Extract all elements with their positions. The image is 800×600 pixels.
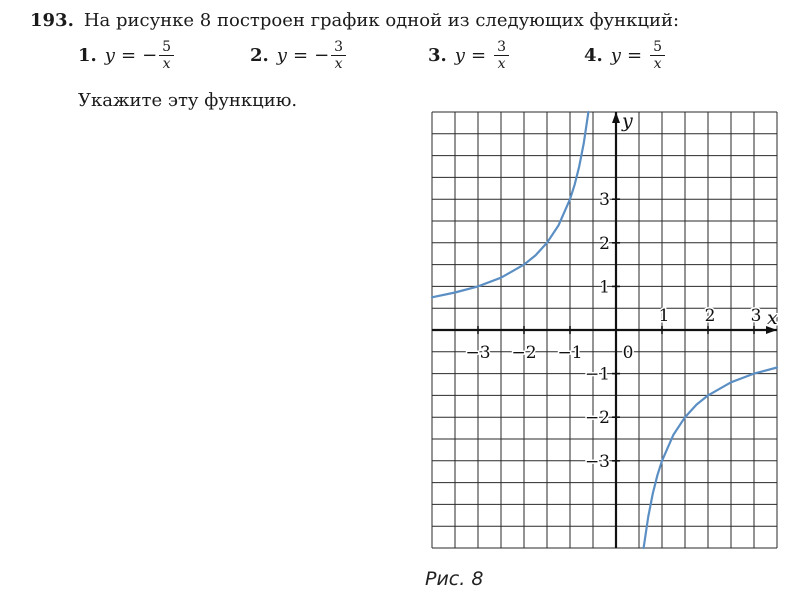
y-axis-arrow <box>612 112 620 123</box>
option-variable: y <box>610 44 621 66</box>
y-tick-label: −1 <box>584 364 610 385</box>
problem-question: Укажите эту функцию. <box>78 90 298 111</box>
y-tick-label: 2 <box>599 233 610 254</box>
fraction-denominator: x <box>334 56 343 72</box>
fraction-numerator: 5 <box>650 40 665 56</box>
x-tick-label: 0 <box>622 343 634 363</box>
option-variable: y <box>104 44 115 66</box>
x-axis-label: x <box>767 307 778 329</box>
y-tick-label: −3 <box>584 451 610 472</box>
x-tick-label: 3 <box>750 306 762 326</box>
x-tick-label: 1 <box>658 306 670 326</box>
option-variable: y <box>454 44 465 66</box>
fraction-numerator: 3 <box>331 40 346 56</box>
problem-statement: На рисунке 8 построен график одной из следующих функций: <box>83 10 680 31</box>
fraction-denominator: x <box>162 56 171 72</box>
fraction-numerator: 5 <box>159 40 174 56</box>
x-tick-label: −3 <box>465 343 491 363</box>
option-equals: = <box>292 44 309 66</box>
option-number: 2. <box>250 44 269 66</box>
option-number: 1. <box>78 44 97 66</box>
option-equals: = <box>470 44 487 66</box>
x-tick-label: 2 <box>704 306 716 326</box>
option-sign: − <box>314 44 330 66</box>
hyperbola-branch-right <box>644 368 777 549</box>
option-variable: y <box>276 44 287 66</box>
option-equals: = <box>626 44 643 66</box>
option-number: 4. <box>584 44 603 66</box>
option-equals: = <box>120 44 137 66</box>
y-tick-label: 3 <box>599 190 610 211</box>
figure-caption: Рис. 8 <box>425 568 484 590</box>
fraction-denominator: x <box>653 56 662 72</box>
fraction-denominator: x <box>497 56 506 72</box>
y-tick-label: −2 <box>584 408 610 429</box>
y-tick-label: 1 <box>599 277 610 298</box>
option-number: 3. <box>428 44 447 66</box>
x-tick-label: −1 <box>557 343 583 363</box>
option-sign: − <box>142 44 158 66</box>
y-axis-label: y <box>622 110 633 132</box>
problem-number: 193. <box>30 10 74 31</box>
x-tick-label: −2 <box>511 343 537 363</box>
fraction-numerator: 3 <box>494 40 509 56</box>
